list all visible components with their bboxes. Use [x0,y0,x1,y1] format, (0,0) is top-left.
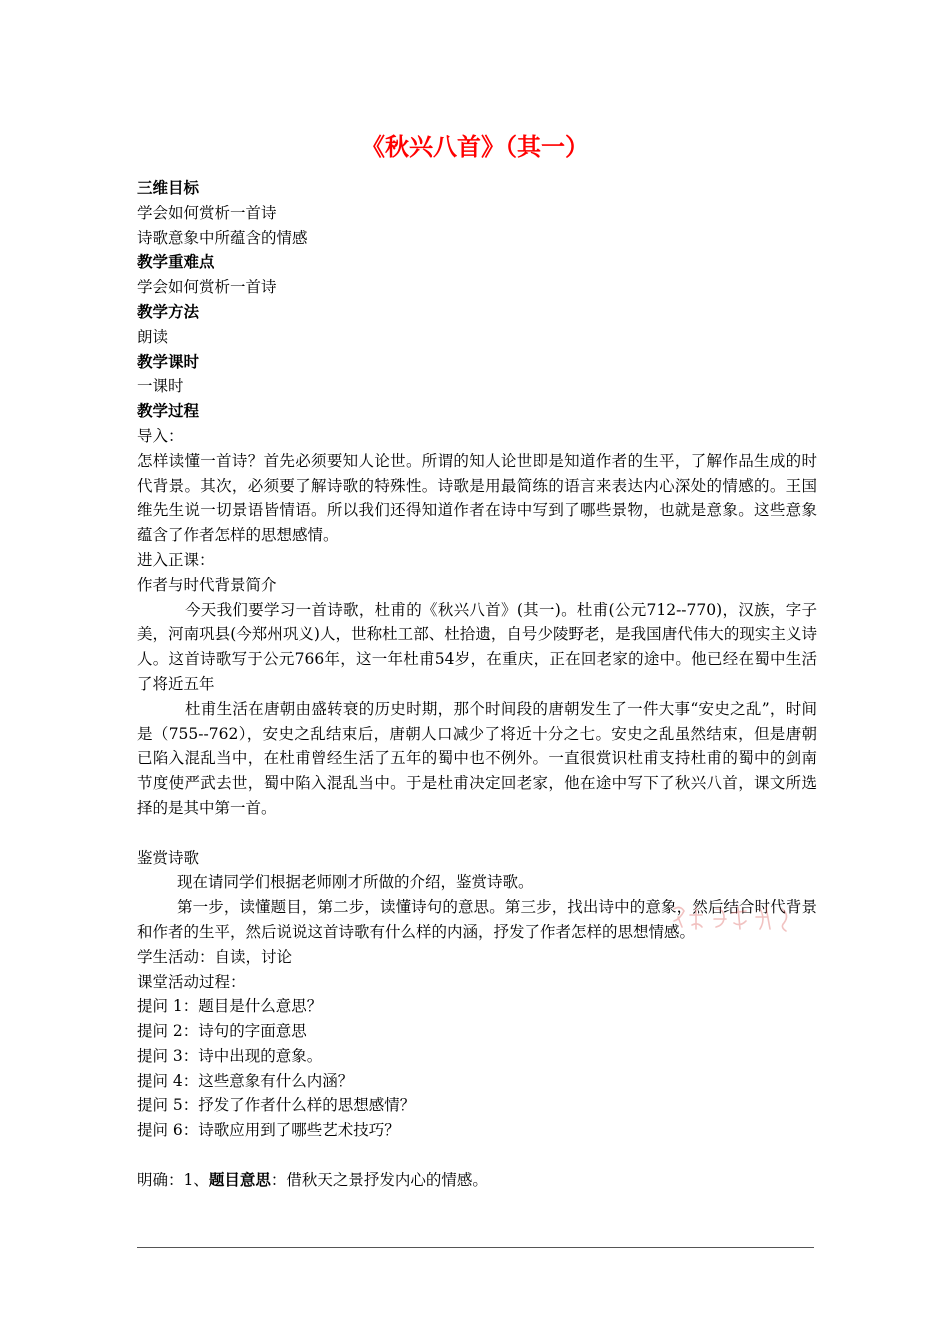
process-label: 课堂活动过程： [137,972,246,991]
main-label: 进入正课： [137,550,215,569]
blank-line [137,1143,817,1168]
question-item: 提问 4：这些意象有什么内涵？ [137,1071,354,1090]
clarify-line [137,1168,817,1193]
clarify-text: ：借秋天之景抒发内心的情感。 [270,1170,488,1189]
clarify-label: 题目意思 [208,1169,271,1189]
objectives-heading: 三维目标 [137,178,200,197]
blank-line [137,821,817,846]
author-heading: 作者与时代背景简介 [137,575,277,594]
question-item: 提问 2：诗句的字面意思 [137,1022,307,1041]
author-paragraph: 今天我们要学习一首诗歌，杜甫的《秋兴八首》(其一)。杜甫(公元712--770)，汉族，字子美，河南巩县(今郑州巩义)人，世称杜工部、杜拾遗，自号少陵野老，是我国唐代伟大的现实主义诗人。这首诗歌写于公元766年，这一年杜甫54岁，在重庆，正在回老家的途中。他已经在蜀中生活了将近五年 [137,600,817,693]
question-item: 提问 6：诗歌应用到了哪些艺术技巧？ [137,1121,400,1140]
method-text: 朗读 [137,327,169,346]
appreciation-intro: 现在请同学们根据老师刚才所做的介绍，鉴赏诗歌。 [177,873,534,892]
question-item: 提问 5：抒发了作者什么样的思想感情？ [137,1096,416,1115]
intro-paragraph: 怎样读懂一首诗？首先必须要知人论世。所谓的知人论世即是知道作者的生平，了解作品生成的时代背景。其次，必须要了解诗歌的特殊性。诗歌是用最简练的语言来表达内心深处的情感的。王国维先生说一切景语皆情语。所以我们还得知道作者在诗中写到了哪些景物，也就是意象。这些意象蕴含了作者怎样的思想感情。 [137,451,817,545]
clarify-prefix: 明确：1、 [137,1170,209,1189]
hours-heading: 教学课时 [137,351,200,371]
keypoint-heading: 教学重难点 [137,252,215,272]
intro-label: 导入： [137,426,184,445]
document-body [137,176,817,1193]
process-heading: 教学过程 [137,401,200,421]
background-paragraph: 杜甫生活在唐朝由盛转衰的历史时期，那个时间段的唐朝发生了一件大事“安史之乱”，时间是（755--762），安史之乱结束后，唐朝人口减少了将近十分之七。安史之乱虽然结束，但是唐朝已陷入混乱当中，在杜甫曾经生活了五年的蜀中也不例外。一直很赏识杜甫支持杜甫的蜀中的剑南节度使严武去世，蜀中陷入混乱当中。于是杜甫决定回老家，他在途中写下了秋兴八首，课文所选择的是其中第一首。 [137,699,817,817]
footer-divider [137,1247,814,1248]
method-heading: 教学方法 [137,301,200,321]
appreciation-heading: 鉴赏诗歌 [137,848,200,867]
objective-item: 诗歌意象中所蕴含的情感 [137,228,308,247]
question-item: 提问 3：诗中出现的意象。 [137,1046,323,1065]
watermark-stamp [668,897,798,937]
document-title: 《秋兴八首》（其一） [361,132,589,161]
question-item: 提问 1：题目是什么意思？ [137,997,323,1016]
appreciation-steps: 第一步，读懂题目，第二步，读懂诗句的意思。第三步，找出诗中的意象，然后结合时代背景和作者的生平，然后说说这首诗歌有什么样的内涵，抒发了作者怎样的思想情感。 [137,898,817,941]
hours-text: 一课时 [137,377,184,396]
student-activity: 学生活动：自读，讨论 [137,947,293,966]
keypoint-text: 学会如何赏析一首诗 [137,278,277,297]
objective-item: 学会如何赏析一首诗 [137,203,277,222]
